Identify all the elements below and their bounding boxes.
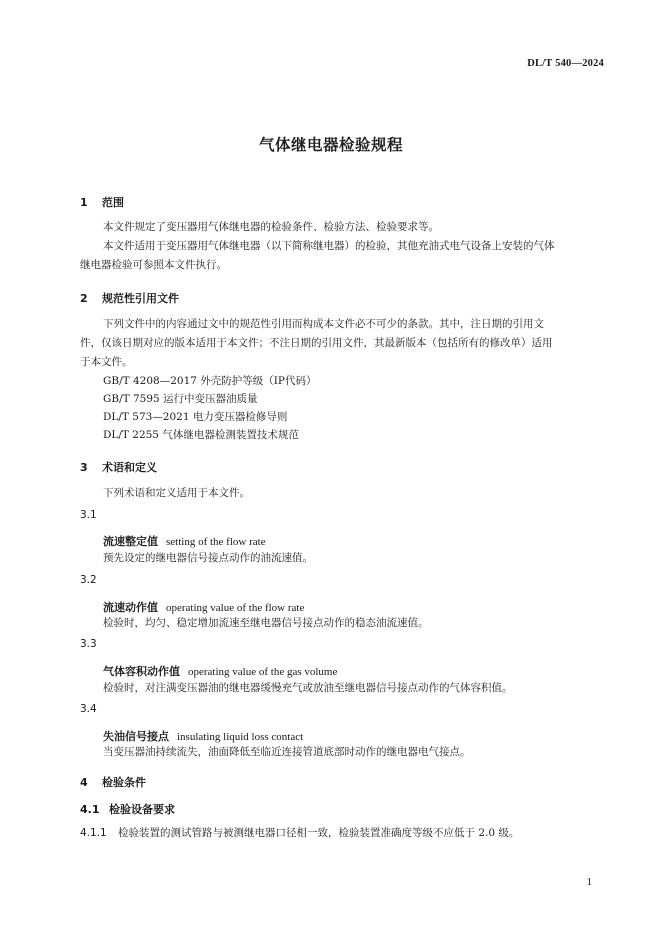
subsection-heading: [80, 801, 175, 817]
reference-item: DL/T 573—2021 电力变压器检修导则: [103, 411, 288, 423]
term-entry: [103, 725, 303, 744]
subsection-title: 检验设备要求: [109, 803, 175, 816]
term-chinese: 流速动作值: [103, 601, 158, 614]
term-entry: [103, 530, 266, 549]
section-3-heading: [80, 459, 157, 475]
clause-text: 检验装置的测试管路与被测继电器口径相一致，检验装置准确度等级不应低于 2.0 级。: [118, 827, 520, 839]
section-number: 1: [80, 196, 88, 209]
paragraph: 下列术语和定义适用于本文件。: [103, 487, 250, 499]
term-english: operating value of the gas volume: [188, 666, 338, 678]
term-english: setting of the flow rate: [166, 536, 266, 548]
term-number: 3.1: [80, 509, 97, 521]
paragraph: 本文件规定了变压器用气体继电器的检验条件、检验方法、检验要求等。: [103, 221, 439, 233]
term-chinese: 失油信号接点: [103, 730, 169, 743]
section-title: 术语和定义: [102, 461, 157, 474]
paragraph: 继电器检验可参照本文件执行。: [80, 259, 227, 271]
section-title: 检验条件: [102, 776, 146, 789]
term-chinese: 气体容积动作值: [103, 665, 180, 678]
section-2-heading: [80, 290, 179, 306]
term-entry: [103, 660, 337, 679]
page-number: 1: [586, 876, 592, 888]
reference-item: GB/T 7595 运行中变压器油质量: [103, 393, 258, 405]
section-title: 范围: [102, 196, 124, 209]
term-number: 3.4: [80, 703, 97, 715]
term-entry: [103, 596, 304, 615]
term-english: operating value of the flow rate: [166, 602, 305, 614]
section-1-heading: [80, 194, 124, 210]
term-definition: 检验时，对注满变压器油的继电器缓慢充气或放油至继电器信号接点动作的气体容积值。: [103, 682, 513, 694]
term-definition: 当变压器油持续流失，油面降低至临近连接管道底部时动作的继电器电气接点。: [103, 746, 471, 758]
section-4-heading: [80, 774, 146, 790]
term-definition: 预先设定的继电器信号接点动作的油流速值。: [103, 552, 313, 564]
section-number: 3: [80, 461, 88, 474]
paragraph: 于本文件。: [80, 356, 133, 368]
reference-item: GB/T 4208—2017 外壳防护等级（IP代码）: [103, 375, 317, 387]
term-chinese: 流速整定值: [103, 535, 158, 548]
paragraph: 下列文件中的内容通过文中的规范性引用而构成本文件必不可少的条款。其中，注日期的引用文: [103, 318, 544, 330]
reference-item: DL/T 2255 气体继电器检测装置技术规范: [103, 429, 299, 441]
document-title: 气体继电器检验规程: [258, 136, 403, 154]
term-number: 3.3: [80, 638, 97, 650]
term-definition: 检验时，均匀、稳定增加流速至继电器信号接点动作的稳态油流速值。: [103, 617, 429, 629]
section-number: 2: [80, 292, 88, 305]
clause-number: 4.1.1: [80, 827, 107, 839]
term-number: 3.2: [80, 574, 97, 586]
section-number: 4: [80, 776, 88, 789]
section-title: 规范性引用文件: [102, 292, 179, 305]
paragraph: 本文件适用于变压器用气体继电器（以下简称继电器）的检验，其他充油式电气设备上安装的气体: [103, 240, 555, 252]
term-english: insulating liquid loss contact: [177, 731, 304, 743]
subsection-number: 4.1: [80, 803, 100, 816]
document-code: DL/T 540—2024: [527, 58, 604, 69]
clause-item: [80, 824, 519, 843]
paragraph: 件，仅该日期对应的版本适用于本文件；不注日期的引用文件，其最新版本（包括所有的修改单）适用: [80, 337, 553, 349]
